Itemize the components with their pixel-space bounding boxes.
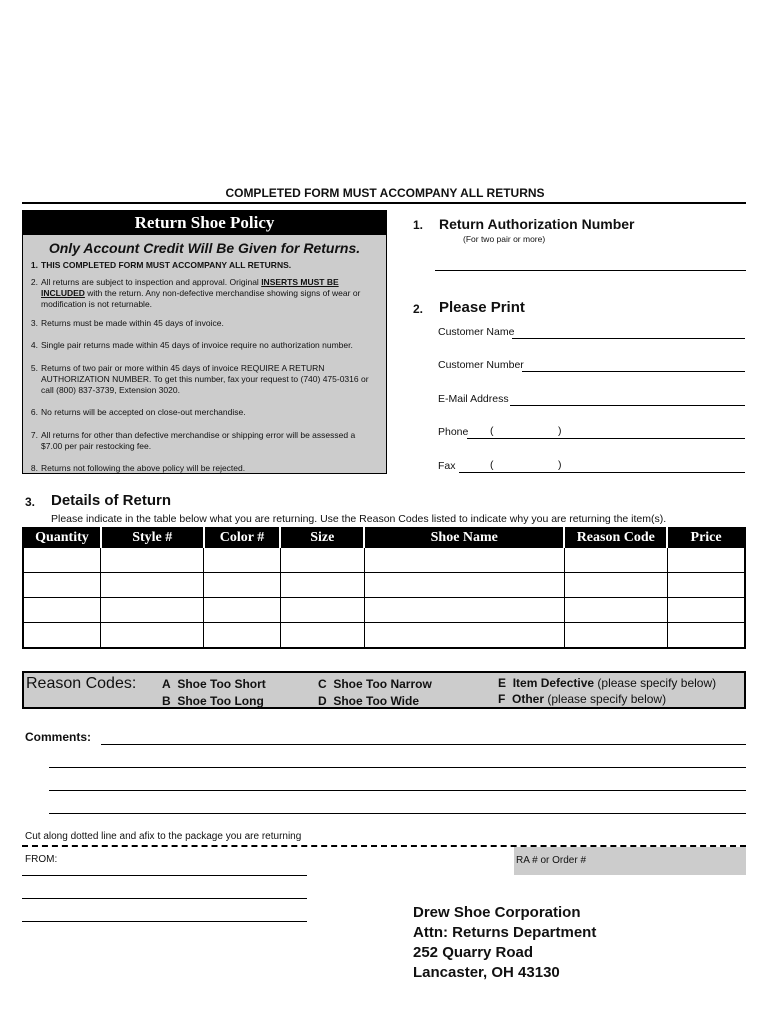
col-price: Price	[667, 528, 745, 548]
policy-item: 2. All returns are subject to inspection and approval. Original INSERTS MUST BE INCLUDED with the return. Any non-defective merchandise showing signs of wear or modification is not returnable.	[30, 277, 361, 309]
reason-code-a: A Shoe Too Short	[162, 677, 266, 691]
fax-paren-close: )	[558, 459, 562, 471]
table-cell[interactable]	[280, 598, 364, 623]
form-header: COMPLETED FORM MUST ACCOMPANY ALL RETURNS	[225, 186, 545, 200]
reason-code-d: D Shoe Too Wide	[318, 694, 420, 708]
ra-number-field[interactable]	[435, 270, 746, 271]
ra-order-box[interactable]: RA # or Order #	[514, 847, 746, 875]
email-field[interactable]	[510, 405, 745, 406]
reason-code-e: E Item Defective (please specify below)	[498, 676, 717, 690]
table-cell[interactable]	[204, 623, 281, 649]
return-policy-box	[22, 210, 387, 474]
col-quantity: Quantity	[23, 528, 101, 548]
table-cell[interactable]	[101, 623, 204, 649]
table-cell[interactable]	[280, 548, 364, 573]
section-2-number: 2.	[413, 302, 424, 316]
table-row	[23, 623, 745, 649]
section-1-number: 1.	[413, 218, 424, 232]
policy-item: 5. Returns of two pair or more within 45 days of invoice REQUIRE A RETURN AUTHORIZATION NUMBER. To get this number, fax your request to (740) 475-0316 or call (800) 837-3739, Extension 3020.	[30, 363, 369, 395]
policy-item: 6. No returns will be accepted on close-out merchandise.	[30, 407, 246, 417]
table-cell[interactable]	[280, 573, 364, 598]
table-cell[interactable]	[364, 598, 564, 623]
table-cell[interactable]	[204, 573, 281, 598]
table-cell[interactable]	[101, 573, 204, 598]
table-cell[interactable]	[364, 573, 564, 598]
customer-name-field[interactable]	[512, 338, 745, 339]
comments-line[interactable]	[49, 813, 746, 814]
comments-line[interactable]	[49, 790, 746, 791]
details-instructions: Please indicate in the table below what you are returning. Use the Reason Codes listed to indicate why you are returning the item(s).	[51, 513, 667, 525]
ra-note: (For two pair or more)	[463, 234, 546, 244]
section-3-number: 3.	[25, 495, 36, 509]
col-size: Size	[280, 528, 364, 548]
comments-line[interactable]	[101, 744, 746, 745]
table-cell[interactable]	[564, 548, 667, 573]
table-cell[interactable]	[564, 623, 667, 649]
address-line-2: Attn: Returns Department	[413, 924, 597, 941]
table-cell[interactable]	[204, 548, 281, 573]
phone-paren-open: (	[490, 425, 494, 437]
policy-item: 4. Single pair returns made within 45 days of invoice require no authorization number.	[30, 340, 353, 350]
reason-code-f: F Other (please specify below)	[498, 692, 667, 706]
policy-item: 7. All returns for other than defective merchandise or shipping error will be assessed a $7.00 per pair restocking fee.	[30, 430, 356, 451]
section-1-title: Return Authorization Number	[439, 216, 635, 232]
reason-code-c: C Shoe Too Narrow	[318, 677, 432, 691]
customer-number-field[interactable]	[522, 371, 745, 372]
customer-name-label: Customer Name	[438, 326, 515, 338]
address-line-4: Lancaster, OH 43130	[413, 964, 560, 981]
policy-item: 3. Returns must be made within 45 days of invoice.	[30, 318, 224, 328]
table-cell[interactable]	[667, 548, 745, 573]
phone-label: Phone	[438, 426, 469, 438]
email-label: E-Mail Address	[438, 393, 509, 405]
col-shoe-name: Shoe Name	[364, 528, 564, 548]
header-rule	[22, 202, 746, 204]
address-line-1: Drew Shoe Corporation	[413, 904, 581, 921]
table-cell[interactable]	[564, 573, 667, 598]
col-style: Style #	[101, 528, 204, 548]
table-cell[interactable]	[101, 548, 204, 573]
table-row	[23, 548, 745, 573]
table-cell[interactable]	[23, 548, 101, 573]
from-label: FROM:	[25, 854, 58, 865]
table-cell[interactable]	[204, 598, 281, 623]
section-2-title: Please Print	[439, 299, 525, 316]
comments-line[interactable]	[49, 767, 746, 768]
address-line-3: 252 Quarry Road	[413, 944, 534, 961]
reason-codes-box	[22, 671, 746, 709]
from-line[interactable]	[22, 898, 307, 899]
section-3-title: Details of Return	[51, 492, 172, 509]
table-cell[interactable]	[667, 598, 745, 623]
table-header-row	[23, 528, 745, 548]
cut-instruction: Cut along dotted line and afix to the package you are returning	[25, 831, 302, 842]
col-reason-code: Reason Code	[564, 528, 667, 548]
comments-label: Comments:	[25, 730, 92, 744]
fax-paren-open: (	[490, 459, 494, 471]
from-line[interactable]	[22, 875, 307, 876]
return-details-table	[22, 527, 746, 649]
customer-number-label: Customer Number	[438, 359, 524, 371]
policy-title: Return Shoe Policy	[23, 211, 386, 235]
policy-item: 8. Returns not following the above policy will be rejected.	[30, 463, 246, 473]
from-line[interactable]	[22, 921, 307, 922]
table-cell[interactable]	[364, 548, 564, 573]
table-cell[interactable]	[364, 623, 564, 649]
table-cell[interactable]	[667, 573, 745, 598]
policy-item: 1. THIS COMPLETED FORM MUST ACCOMPANY ALL RETURNS.	[30, 260, 292, 270]
table-cell[interactable]	[101, 598, 204, 623]
table-row	[23, 598, 745, 623]
table-row	[23, 573, 745, 598]
table-cell[interactable]	[667, 623, 745, 649]
table-cell[interactable]	[280, 623, 364, 649]
policy-subtitle: Only Account Credit Will Be Given for Returns.	[48, 240, 361, 256]
table-cell[interactable]	[23, 623, 101, 649]
col-color: Color #	[204, 528, 281, 548]
phone-paren-close: )	[558, 425, 562, 437]
reason-code-b: B Shoe Too Long	[162, 694, 264, 708]
table-cell[interactable]	[564, 598, 667, 623]
table-cell[interactable]	[23, 598, 101, 623]
table-cell[interactable]	[23, 573, 101, 598]
reason-codes-label: Reason Codes:	[26, 675, 137, 692]
fax-label: Fax	[438, 460, 456, 472]
fax-field[interactable]	[459, 472, 745, 473]
phone-field[interactable]	[467, 438, 745, 439]
